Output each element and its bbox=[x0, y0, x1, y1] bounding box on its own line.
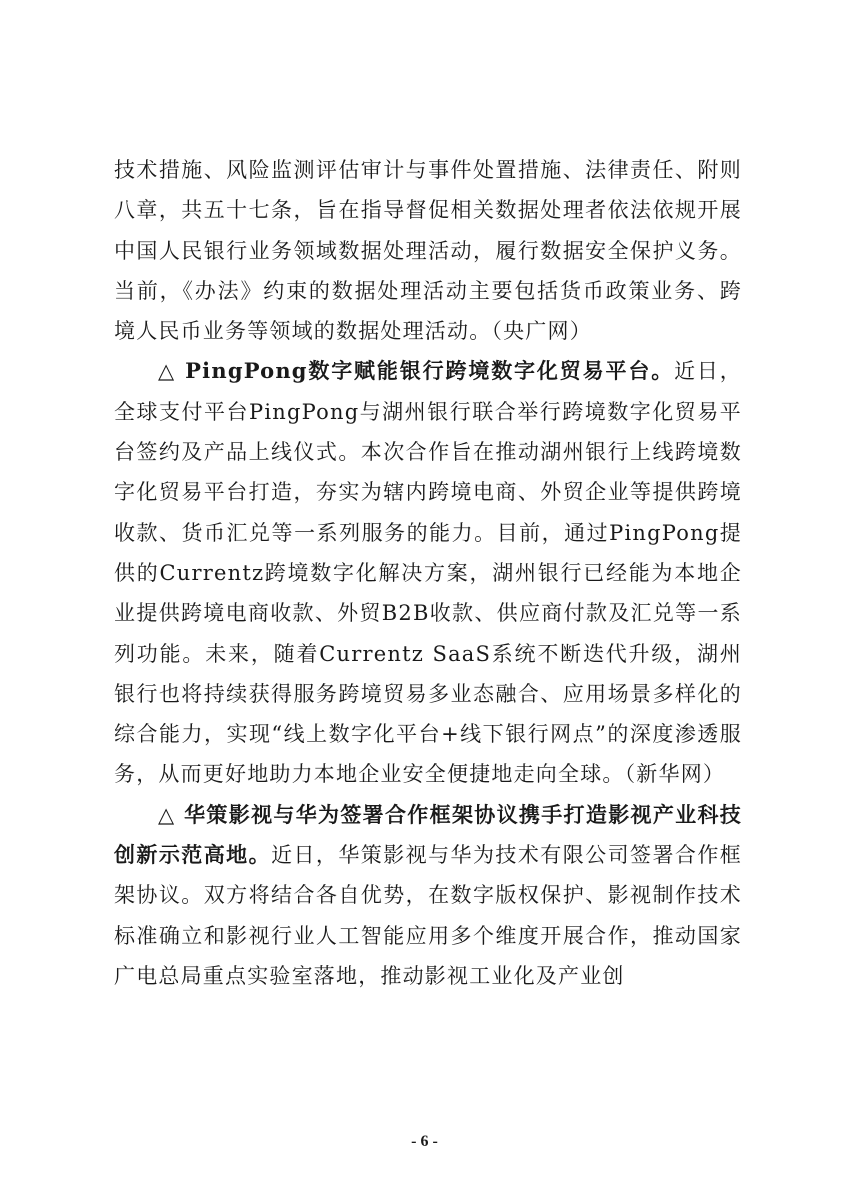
page-number: - 6 - bbox=[411, 1133, 438, 1150]
paragraph-body: 技术措施、风险监测评估审计与事件处置措施、法律责任、附则八章，共五十七条，旨在指导督促相关数据处理者依法依规开展中国人民银行业务领域数据处理活动，履行数据安全保护义务。当前，《办法》约束的数据处理活动主要包括货币政策业务、跨境人民币业务等领域的数据处理活动。（央广网） bbox=[114, 158, 742, 344]
paragraph-body: 近日，华策影视与华为技术有限公司签署合作框架协议。双方将结合各自优势，在数字版权保护、影视制作技术标准确立和影视行业人工智能应用多个维度开展合作，推动国家广电总局重点实验室落地，推动影视工业化及产业创 bbox=[114, 843, 742, 988]
paragraph-headline: △ 华策影视与华为签署合作框架协议携手打造影视产业科技创新示范高地。 bbox=[114, 801, 742, 868]
paragraph-data-regulation bbox=[114, 150, 742, 351]
paragraph-pingpong bbox=[114, 351, 742, 794]
document-page bbox=[114, 150, 742, 996]
paragraph-huace-huawei bbox=[114, 795, 742, 996]
paragraph-body: 近日，全球支付平台PingPong与湖州银行联合举行跨境数字化贸易平台签约及产品上线仪式。本次合作旨在推动湖州银行上线跨境数字化贸易平台打造，夯实为辖内跨境电商、外贸企业等提供跨境收款、货币汇兑等一系列服务的能力。目前，通过PingPong提供的Currentz跨境数字化解决方案，湖州银行已经能为本地企业提供跨境电商收款、外贸B2B收款、供应商付款及汇兑等一系列功能。未来，随着Currentz SaaS系统不断迭代升级，湖州银行也将持续获得服务跨境贸易多业态融合、应用场景多样化的综合能力，实现“线上数字化平台+线下银行网点”的深度渗透服务，从而更好地助力本地企业安全便捷地走向全球。（新华网） bbox=[114, 359, 742, 787]
paragraph-headline: △ PingPong数字赋能银行跨境数字化贸易平台。 bbox=[158, 358, 675, 384]
